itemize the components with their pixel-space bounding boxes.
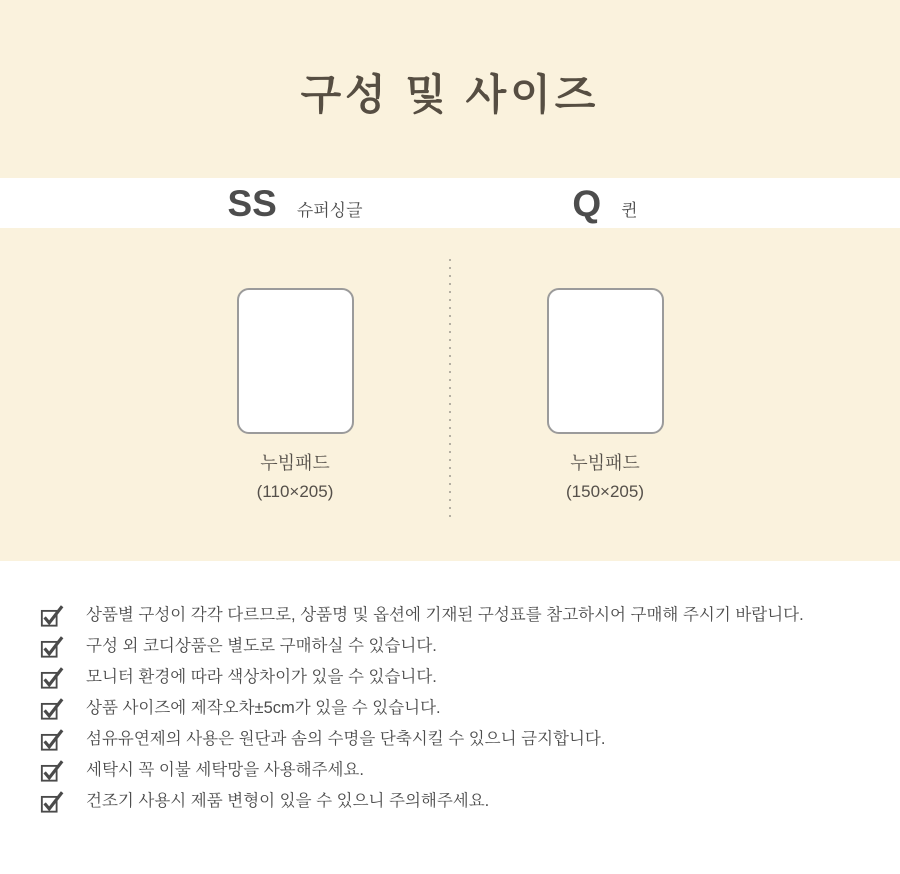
note-text: 섬유유연제의 사용은 원단과 솜의 수명을 단축시킬 수 있으니 금지합니다. bbox=[86, 730, 606, 748]
title-section bbox=[0, 0, 900, 178]
pad-dimensions: (110×205) bbox=[256, 482, 334, 501]
checkbox-checked-icon bbox=[40, 666, 64, 689]
size-code-q: Q bbox=[572, 182, 602, 224]
size-header-supersingle bbox=[140, 182, 450, 224]
note-item bbox=[40, 729, 860, 751]
note-text: 상품 사이즈에 제작오차±5cm가 있을 수 있습니다. bbox=[86, 699, 441, 717]
note-item bbox=[40, 698, 860, 720]
note-text: 상품별 구성이 각각 다르므로, 상품명 및 옵션에 기재된 구성표를 참고하시어 구매해 주시기 바랍니다. bbox=[86, 606, 804, 624]
note-text: 모니터 환경에 따라 색상차이가 있을 수 있습니다. bbox=[86, 668, 437, 686]
note-item bbox=[40, 791, 860, 813]
note-item bbox=[40, 760, 860, 782]
checkbox-checked-icon bbox=[40, 759, 64, 782]
note-item bbox=[40, 667, 860, 689]
note-item bbox=[40, 605, 860, 627]
dotted-divider bbox=[449, 259, 451, 519]
pad-shape-supersingle bbox=[237, 288, 354, 434]
checkbox-checked-icon bbox=[40, 697, 64, 720]
size-diagram-section bbox=[0, 228, 900, 561]
note-text: 구성 외 코디상품은 별도로 구매하실 수 있습니다. bbox=[86, 637, 437, 655]
note-text: 세탁시 꼭 이불 세탁망을 사용해주세요. bbox=[86, 761, 364, 779]
pad-dimensions: (150×205) bbox=[566, 482, 644, 501]
checkbox-checked-icon bbox=[40, 728, 64, 751]
pad-label: 누빔패드 bbox=[570, 453, 640, 473]
diagram-queen bbox=[450, 228, 760, 561]
pad-shape-queen bbox=[547, 288, 664, 434]
diagram-supersingle bbox=[140, 228, 450, 561]
note-text: 건조기 사용시 제품 변형이 있을 수 있으니 주의해주세요. bbox=[86, 792, 490, 810]
checkbox-checked-icon bbox=[40, 790, 64, 813]
size-code-ss: SS bbox=[227, 182, 277, 224]
note-item bbox=[40, 636, 860, 658]
checkbox-checked-icon bbox=[40, 635, 64, 658]
size-header-band bbox=[0, 178, 900, 228]
size-name-queen: 퀸 bbox=[621, 200, 638, 220]
pad-label: 누빔패드 bbox=[260, 453, 330, 473]
notes-section bbox=[0, 561, 900, 874]
size-name-supersingle: 슈퍼싱글 bbox=[296, 200, 363, 220]
note-list bbox=[40, 605, 860, 813]
size-header-queen bbox=[450, 182, 760, 224]
page-title: 구성 및 사이즈 bbox=[300, 71, 600, 118]
checkbox-checked-icon bbox=[40, 604, 64, 627]
